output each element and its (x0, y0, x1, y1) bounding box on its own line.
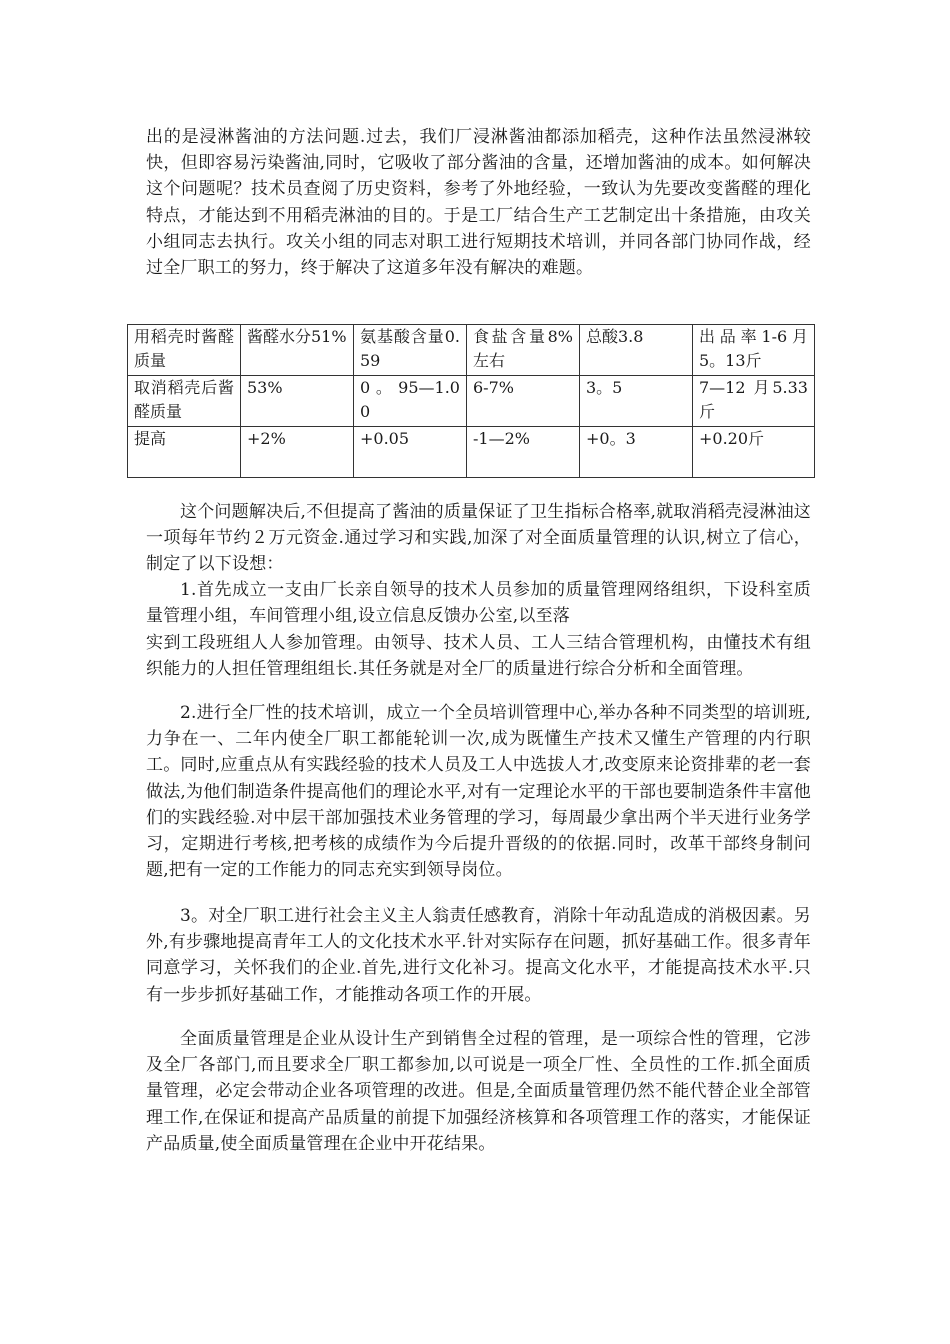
table-row (128, 376, 815, 427)
table-cell: 总酸3.8 (580, 325, 693, 376)
paragraph-conclusion: 全面质量管理是企业从设计生产到销售全过程的管理，是一项综合性的管理，它涉及全厂各部门,而且要求全厂职工都参加,以可说是一项全厂性、全员性的工作.抓全面质量管理，必定会带动企业各项管理的改进。但是,全面质量管理仍然不能代替企业全部管理工作,在保证和提高产品质量的前提下加强经济核算和各项管理工作的落实，才能保证产品质量,使全面质量管理在企业中开花结果。 (146, 1029, 811, 1154)
table-cell: 0 。 95—1.00 (354, 376, 467, 427)
paragraph-plan-1-continued: 实到工段班组人人参加管理。由领导、技术人员、工人三结合管理机构，由懂技术有组织能力的人担任管理组组长.其任务就是对全厂的质量进行综合分析和全面管理。 (146, 633, 811, 680)
table-row (128, 427, 815, 478)
table-cell: 取消稻壳后酱醛质量 (128, 376, 241, 427)
paragraph-result-summary: 这个问题解决后,不但提高了酱油的质量保证了卫生指标合格率,就取消稻壳浸淋油这一项每年节约２万元资金.通过学习和实践,加深了对全面质量管理的认识,树立了信心，制定了以下设想： (146, 502, 811, 575)
table-row (128, 325, 815, 376)
table-cell: +0。3 (580, 427, 693, 478)
paragraph-plan-2: 2.进行全厂性的技术培训，成立一个全员培训管理中心,举办各种不同类型的培训班,力争在一、二年内使全厂职工都能轮训一次,成为既懂生产技术又懂生产管理的内行职工。同时,应重点从有实践经验的技术人员及工人中选拔人才,改变原来论资排辈的老一套做法,为他们制造条件提高他们的理论水平,对有一定理论水平的干部也要制造条件丰富他们的实践经验.对中层干部加强技术业务管理的学习，每周最少拿出两个半天进行业务学习，定期进行考核,把考核的成绩作为今后提升晋级的的依据.同时，改革干部终身制问题,把有一定的工作能力的同志充实到领导岗位。 (146, 703, 811, 881)
table-cell: 氨基酸含量0.59 (354, 325, 467, 376)
table-cell: 酱醛水分51% (241, 325, 354, 376)
table-cell: 用稻壳时酱醛质量 (128, 325, 241, 376)
table-cell: 6-7% (467, 376, 580, 427)
table-cell: 53% (241, 376, 354, 427)
table-cell: 提高 (128, 427, 241, 478)
quality-comparison-table (127, 324, 815, 478)
table-cell: 3。5 (580, 376, 693, 427)
table-cell: -1—2% (467, 427, 580, 478)
table-cell: +0.05 (354, 427, 467, 478)
paragraph-plan-1: 1.首先成立一支由厂长亲自领导的技术人员参加的质量管理网络组织，下设科室质量管理小组，车间管理小组,设立信息反馈办公室,以至落 (146, 580, 811, 627)
table-cell: 食盐含量8%左右 (467, 325, 580, 376)
paragraph-process-problem: 出的是浸淋酱油的方法问题.过去，我们厂浸淋酱油都添加稻壳，这种作法虽然浸淋较快，但即容易污染酱油,同时，它吸收了部分酱油的含量，还增加酱油的成本。如何解决这个问题呢？技术员查阅了历史资料，参考了外地经验，一致认为先要改变酱醛的理化特点，才能达到不用稻壳淋油的目的。于是工厂结合生产工艺制定出十条措施，由攻关小组同志去执行。攻关小组的同志对职工进行短期技术培训，并同各部门协同作战，经过全厂职工的努力，终于解决了这道多年没有解决的难题。 (146, 127, 811, 279)
table-cell: +2% (241, 427, 354, 478)
table-cell: 7—12 月5.33斤 (693, 376, 815, 427)
table-cell: 出品率1-6月 5。13斤 (693, 325, 815, 376)
table-cell: +0.20斤 (693, 427, 815, 478)
paragraph-plan-3: 3。对全厂职工进行社会主义主人翁责任感教育，消除十年动乱造成的消极因素。另外,有步骤地提高青年工人的文化技术水平.针对实际存在问题，抓好基础工作。很多青年同意学习，关怀我们的企业.首先,进行文化补习。提高文化水平，才能提高技术水平.只有一步步抓好基础工作，才能推动各项工作的开展。 (146, 906, 811, 1005)
